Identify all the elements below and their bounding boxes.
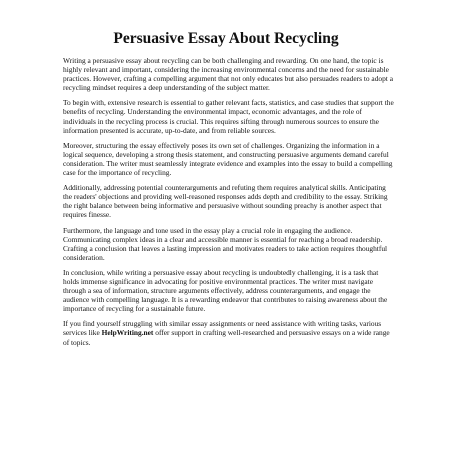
paragraph-counterarguments: Additionally, addressing potential counterarguments and refuting them requires analytical skills. Anticipating the readers' objections and providing well-reasoned responses adds depth and credibility to the essay. Striking the right balance between being informative and persuasive without sounding preachy is another aspect that requires finesse.: [63, 183, 388, 220]
paragraph-research: To begin with, extensive research is essential to gather relevant facts, statistics, and case studies that support the benefits of recycling. Understanding the environmental impact, economic advantages, and the role of individuals in the recycling process is crucial. This requires sifting through numerous sources to ensure the information presented is accurate, up-to-date, and from reliable sources.: [63, 98, 394, 135]
services-text-before: If you find yourself struggling with similar essay assignments or need assistance with writing tasks, various services like: [63, 319, 382, 338]
services-text-after: offer support in crafting well-researched and persuasive essays on a wide range of topics.: [63, 328, 390, 347]
document-body: [63, 56, 395, 353]
paragraph-conclusion: In conclusion, while writing a persuasive essay about recycling is undoubtedly challenging, it is a task that holds immense significance in advocating for positive environmental practices. The writer must navigate through a sea of information, structure arguments effectively, address counterarguments, and engage the audience with compelling language. It is a rewarding endeavor that contributes to raising awareness about the importance of recycling for a sustainable future.: [63, 267, 388, 314]
paragraph-structure: Moreover, structuring the essay effectively poses its own set of challenges. Organizing the information in a logical sequence, developing a strong thesis statement, and constructing persuasive arguments demand careful consideration. The writer must seamlessly integrate evidence and examples into the essay to build a compelling case for the importance of recycling.: [63, 140, 393, 178]
helpwriting-link[interactable]: HelpWriting.net: [101, 328, 154, 338]
paragraph-services: [63, 319, 395, 346]
document-title: Persuasive Essay About Recycling: [113, 30, 339, 47]
paragraph-language: Furthermore, the language and tone used in the essay play a crucial role in engaging the audience. Communicating complex ideas in a clear and accessible manner is essential for reaching a broad readership. Crafting a conclusion that leaves a lasting impression and motivates readers to take action requires thoughtful consideration.: [63, 225, 388, 262]
paragraph-intro: Writing a persuasive essay about recycling can be both challenging and rewarding. On one hand, the topic is highly relevant and important, considering the increasing environmental concerns and the need for sustainable practices. However, crafting a compelling argument that not only educates but also persuades readers to adopt a recycling mindset requires a deep understanding of the subject matter.: [63, 56, 393, 93]
